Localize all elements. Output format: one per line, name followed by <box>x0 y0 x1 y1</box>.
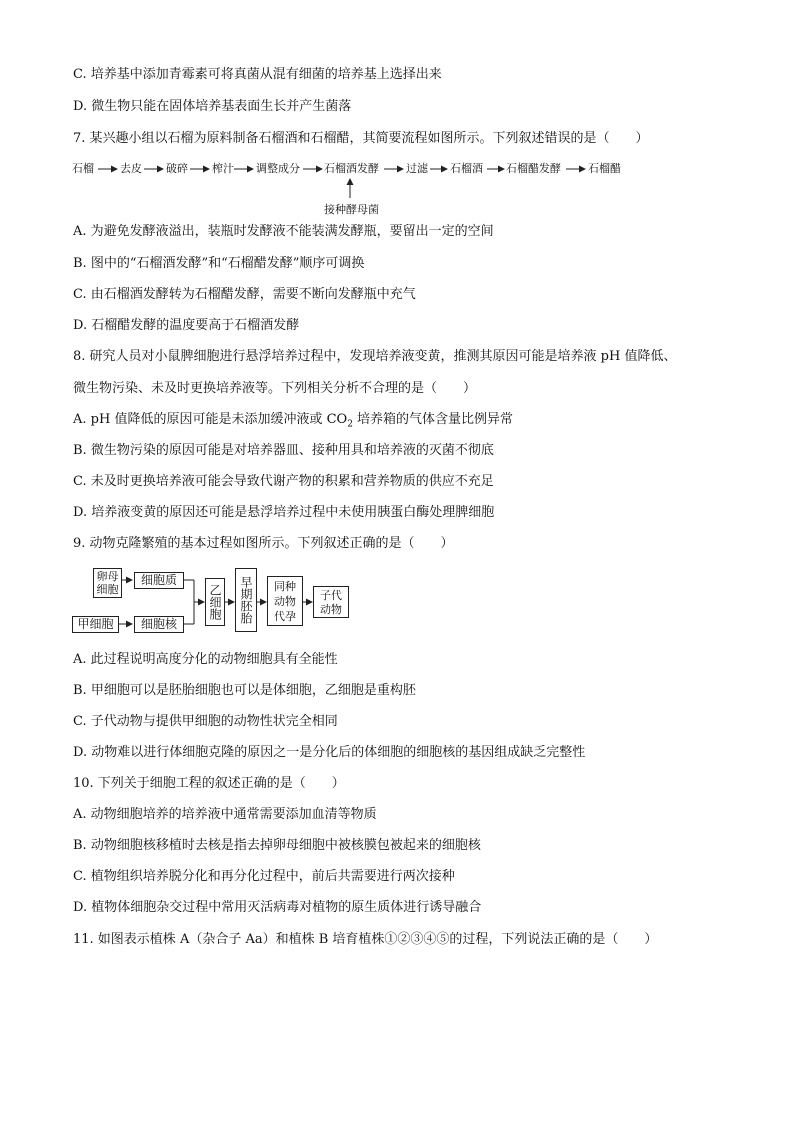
question-10-option-d: D. 植物体细胞杂交过程中常用灭活病毒对植物的原生质体进行诱导融合 <box>73 900 482 915</box>
cell-yi-box: 乙细胞 <box>205 578 225 626</box>
offspring-box: 子代动物 <box>313 586 349 618</box>
flow-step-crush: 破碎 <box>166 162 188 175</box>
co2-subscript: 2 <box>347 419 353 430</box>
question-10: 10. 下列关于细胞工程的叙述正确的是（ ） <box>73 776 345 791</box>
surrogate-box: 同种动物代孕 <box>267 576 303 626</box>
egg-cell-box: 卵母细胞 <box>93 568 122 598</box>
question-7-option-c: C. 由石榴酒发酵转为石榴醋发酵，需要不断向发酵瓶中充气 <box>73 287 416 302</box>
flow-step-wine-ferment: 石榴酒发酵 <box>324 162 379 175</box>
flow-step-pomegranate: 石榴 <box>72 162 94 175</box>
flow-yeast-label: 接种酵母菌 <box>324 203 379 216</box>
cloning-diagram <box>72 568 372 636</box>
flow-step-peel: 去皮 <box>120 162 142 175</box>
question-7: 7. 某兴趣小组以石榴为原料制备石榴酒和石榴醋，其简要流程如图所示。下列叙述错误的是（ ） <box>73 131 649 146</box>
question-8: 8. 研究人员对小鼠脾细胞进行悬浮培养过程中，发现培养液变黄，推测其原因可能是培养液 pH 值降低、 <box>73 349 677 364</box>
flow-diagram-7 <box>72 158 632 218</box>
question-10-option-c: C. 植物组织培养脱分化和再分化过程中，前后共需要进行两次接种 <box>73 869 455 884</box>
question-8-option-a <box>73 411 513 434</box>
line-option-d-prev: D. 微生物只能在固体培养基表面生长并产生菌落 <box>73 99 352 114</box>
question-7-option-a: A. 为避免发酵液溢出，装瓶时发酵液不能装满发酵瓶，要留出一定的空间 <box>73 224 494 239</box>
question-9-option-b: B. 甲细胞可以是胚胎细胞也可以是体细胞，乙细胞是重构胚 <box>73 683 416 698</box>
nucleus-box: 细胞核 <box>134 616 184 633</box>
cell-jia-box: 甲细胞 <box>72 616 119 633</box>
option-a-text-start: A. pH 值降低的原因可能是未添加缓冲液或 CO <box>73 412 348 427</box>
question-9-option-c: C. 子代动物与提供甲细胞的动物性状完全相同 <box>73 714 338 729</box>
question-9-option-d: D. 动物难以进行体细胞克隆的原因之一是分化后的体细胞的细胞核的基因组成缺乏完整性 <box>73 745 586 760</box>
question-8-option-b: B. 微生物污染的原因可能是对培养器皿、接种用具和培养液的灭菌不彻底 <box>73 443 494 458</box>
question-9: 9. 动物克隆繁殖的基本过程如图所示。下列叙述正确的是（ ） <box>73 536 454 551</box>
question-10-option-a: A. 动物细胞培养的培养液中通常需要添加血清等物质 <box>73 807 377 822</box>
question-9-option-a: A. 此过程说明高度分化的动物细胞具有全能性 <box>73 652 338 667</box>
flow-step-juice: 榨汁 <box>212 162 234 175</box>
option-a-text-end: 培养箱的气体含量比例异常 <box>352 412 514 427</box>
flow-step-adjust: 调整成分 <box>256 162 300 175</box>
flow-step-vinegar: 石榴醋 <box>588 162 621 175</box>
question-8-option-c: C. 未及时更换培养液可能会导致代谢产物的积累和营养物质的供应不充足 <box>73 474 494 489</box>
cytoplasm-box: 细胞质 <box>134 572 184 589</box>
question-10-option-b: B. 动物细胞核移植时去核是指去掉卵母细胞中被核膜包被起来的细胞核 <box>73 838 481 853</box>
flow-step-wine: 石榴酒 <box>450 162 483 175</box>
question-7-option-d: D. 石榴醋发酵的温度要高于石榴酒发酵 <box>73 318 300 333</box>
line-option-c-prev: C. 培养基中添加青霉素可将真菌从混有细菌的培养基上选择出来 <box>73 67 442 82</box>
question-11: 11. 如图表示植株 A（杂合子 Aa）和植株 B 培育植株①②③④⑤的过程，下列说法正确的是（ ） <box>73 932 658 947</box>
question-7-option-b: B. 图中的“石榴酒发酵”和“石榴醋发酵”顺序可调换 <box>73 256 365 271</box>
question-8-option-d: D. 培养液变黄的原因还可能是悬浮培养过程中未使用胰蛋白酶处理脾细胞 <box>73 505 495 520</box>
flow-step-vinegar-ferment: 石榴醋发酵 <box>506 162 561 175</box>
flow-step-filter: 过滤 <box>406 162 428 175</box>
early-embryo-box: 早期胚胎 <box>235 568 257 632</box>
question-8-continued: 微生物污染、未及时更换培养液等。下列相关分析不合理的是（ ） <box>73 381 477 396</box>
